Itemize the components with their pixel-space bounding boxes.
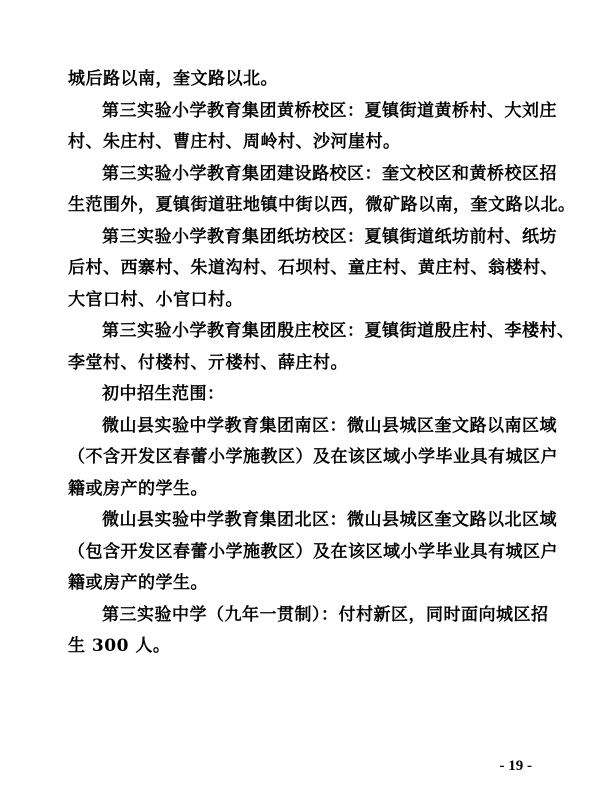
text-line: 后村、西寨村、朱道沟村、石坝村、童庄村、黄庄村、翁楼村、 <box>68 258 558 278</box>
text-line: （包含开发区春蕾小学施教区）及在该区域小学毕业具有城区户 <box>68 541 558 562</box>
document-body <box>68 64 576 663</box>
text-line: （不含开发区春蕾小学施教区）及在该区域小学毕业具有城区户 <box>68 447 558 467</box>
text-line: 大官口村、小官口村。 <box>68 289 243 310</box>
page-number: - 19 - <box>499 758 532 774</box>
text-line: 微山县实验中学教育集团南区：微山县城区奎文路以南区域 <box>102 415 557 436</box>
text-line: 微山县实验中学教育集团北区：微山县城区奎文路以北区域 <box>102 510 557 530</box>
text-line: 第三实验小学教育集团黄桥校区：夏镇街道黄桥村、大刘庄 <box>102 100 557 121</box>
text-line: 李堂村、付楼村、亓楼村、薛庄村。 <box>68 352 348 373</box>
text-line: 籍或房产的学生。 <box>68 478 208 499</box>
section-heading: 初中招生范围： <box>102 384 225 404</box>
text-line: 生范围外，夏镇街道驻地镇中街以西，微矿路以南，奎文路以北。 <box>68 195 576 215</box>
text-line: 村、朱庄村、曹庄村、周岭村、沙河崖村。 <box>68 132 401 152</box>
text-line: 第三实验中学（九年一贯制）：付村新区，同时面向城区招 <box>102 604 549 625</box>
text-line: 第三实验小学教育集团殷庄校区：夏镇街道殷庄村、李楼村、 <box>102 321 575 341</box>
text-line: 城后路以南，奎文路以北。 <box>68 69 278 89</box>
text-line: 第三实验小学教育集团建设路校区：奎文校区和黄桥校区招 <box>102 163 557 184</box>
text-line: 生 300 人。 <box>68 636 171 656</box>
text-line: 籍或房产的学生。 <box>68 573 208 593</box>
text-line: 第三实验小学教育集团纸坊校区：夏镇街道纸坊前村、纸坊 <box>102 226 557 247</box>
